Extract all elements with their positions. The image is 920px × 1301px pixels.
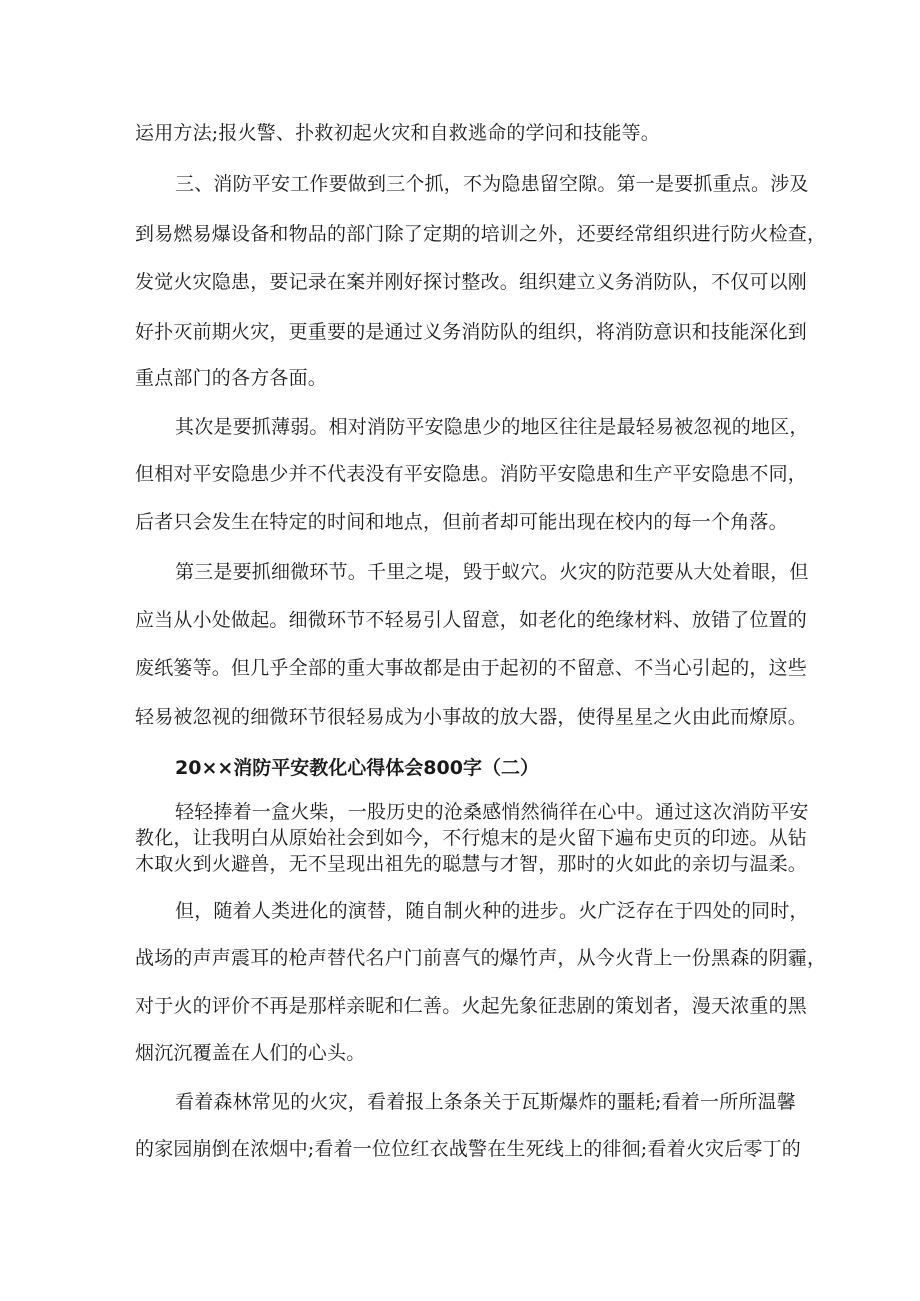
text-line: 对于火的评价不再是那样亲昵和仁善。火起先象征悲剧的策划者，漫天浓重的黑 bbox=[135, 995, 808, 1017]
text-line: 发觉火灾隐患，要记录在案并刚好探讨整改。组织建立义务消防队，不仅可以刚 bbox=[135, 271, 808, 293]
paragraph-start: 看着森林常见的火灾，看着报上条条关于瓦斯爆炸的噩耗;看着一所所温馨 bbox=[175, 1091, 797, 1113]
paragraph-start: 其次是要抓薄弱。相对消防平安隐患少的地区往往是最轻易被忽视的地区， bbox=[175, 416, 809, 438]
text-line: 轻易被忽视的细微环节很轻易成为小事故的放大器，使得星星之火由此而燎原。 bbox=[135, 706, 808, 728]
text-line: 好扑灭前期火灾，更重要的是通过义务消防队的组织，将消防意识和技能深化到 bbox=[135, 321, 808, 343]
text-line: 烟沉沉覆盖在人们的心头。 bbox=[135, 1042, 366, 1064]
text-line: 废纸篓等。但几乎全部的重大事故都是由于起初的不留意、不当心引起的，这些 bbox=[135, 657, 808, 679]
text-line: 战场的声声震耳的枪声替代名户门前喜气的爆竹声，从今火背上一份黑森的阴霾， bbox=[135, 947, 827, 969]
section-heading: 20××消防平安教化心得体会800字（二） bbox=[175, 757, 539, 779]
text-line: 但相对平安隐患少并不代表没有平安隐患。消防平安隐患和生产平安隐患不同， bbox=[135, 463, 808, 485]
text-line: 应当从小处做起。细微环节不轻易引人留意，如老化的绝缘材料、放错了位置的 bbox=[135, 609, 808, 631]
text-line: 的家园崩倒在浓烟中;看着一位位红衣战警在生死线上的徘徊;看着火灾后零丁的 bbox=[135, 1138, 802, 1160]
text-line: 重点部门的各方各面。 bbox=[135, 367, 328, 389]
text-line: 教化，让我明白从原始社会到如今，不行熄末的是火留下遍布史页的印迹。从钻 bbox=[135, 827, 808, 849]
paragraph-start: 轻轻捧着一盒火柴，一股历史的沧桑感悄然徜徉在心中。通过这次消防平安 bbox=[175, 801, 809, 823]
paragraph-start: 第三是要抓细微环节。千里之堤，毁于蚁穴。火灾的防范要从大处着眼，但 bbox=[175, 561, 809, 583]
paragraph-start: 三、消防平安工作要做到三个抓，不为隐患留空隙。第一是要抓重点。涉及 bbox=[175, 173, 809, 195]
text-line: 到易燃易爆设备和物品的部门除了定期的培训之外，还要经常组织进行防火检查， bbox=[135, 223, 827, 245]
paragraph-start: 但，随着人类进化的演替，随自制火种的进步。火广泛存在于四处的同时， bbox=[175, 900, 809, 922]
text-line: 木取火到火避兽，无不呈现出祖先的聪慧与才智，那时的火如此的亲切与温柔。 bbox=[135, 853, 808, 875]
text-line: 后者只会发生在特定的时间和地点，但前者却可能出现在校内的每一个角落。 bbox=[135, 511, 788, 533]
text-line: 运用方法;报火警、扑救初起火灾和自救逃命的学问和技能等。 bbox=[135, 122, 661, 144]
